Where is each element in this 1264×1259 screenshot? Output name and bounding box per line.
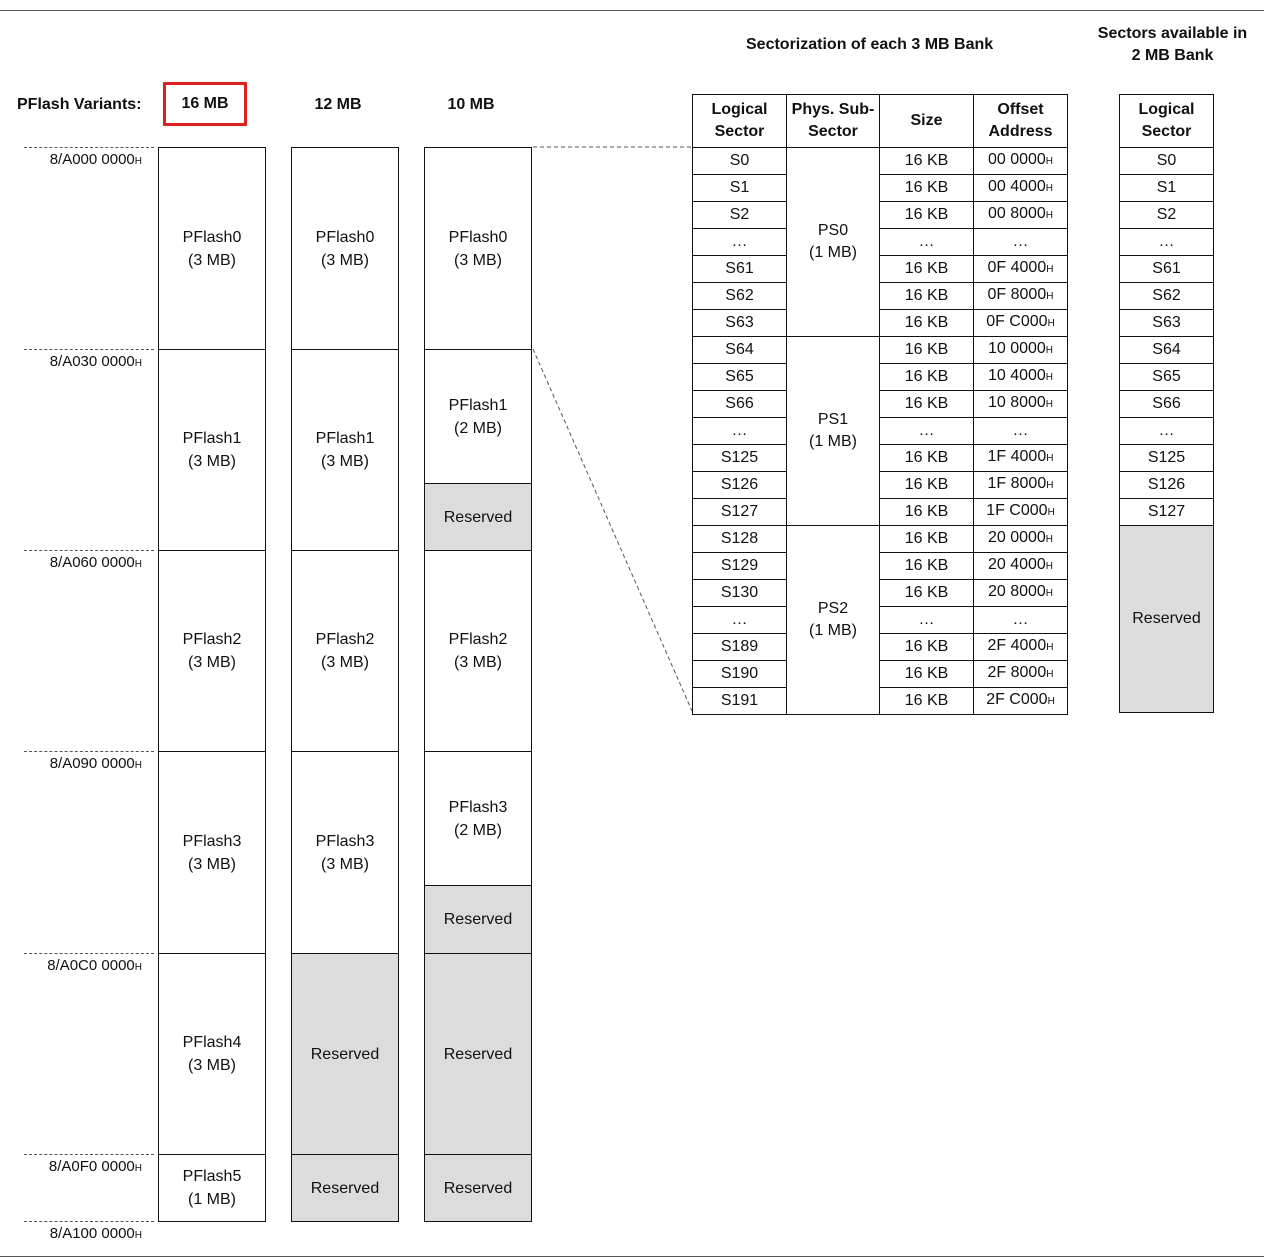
logical-sector-cell: S126 xyxy=(1120,472,1214,499)
offset-cell: 10 4000H xyxy=(974,364,1068,391)
logical-sector-cell: S66 xyxy=(693,391,787,418)
offset-cell: 2F C000H xyxy=(974,688,1068,715)
table-row xyxy=(1120,283,1214,310)
table-row xyxy=(693,526,1068,553)
pflash-block: PFlash4 (3 MB) xyxy=(158,953,266,1155)
offset-cell: 0F 4000H xyxy=(974,256,1068,283)
table-row xyxy=(1120,472,1214,499)
header-size: Size xyxy=(880,95,974,148)
offset-cell: 10 0000H xyxy=(974,337,1068,364)
table-row xyxy=(1120,148,1214,175)
offset-cell: 1F 4000H xyxy=(974,445,1068,472)
address-label: 8/A030 0000H xyxy=(49,353,142,370)
size-cell: 16 KB xyxy=(880,499,974,526)
pflash-block: PFlash0 (3 MB) xyxy=(291,147,399,350)
table-row xyxy=(1120,202,1214,229)
logical-sector-cell: S190 xyxy=(693,661,787,688)
variants-label: PFlash Variants: xyxy=(17,96,142,113)
table-row xyxy=(693,472,1068,499)
pflash-block: PFlash3 (3 MB) xyxy=(158,751,266,954)
sectorization-table xyxy=(692,94,1068,715)
logical-sector-cell: S129 xyxy=(693,553,787,580)
logical-sector-cell: … xyxy=(693,607,787,634)
table-row xyxy=(693,364,1068,391)
logical-sector-cell: S65 xyxy=(693,364,787,391)
size-cell: … xyxy=(880,418,974,445)
logical-sector-cell: S189 xyxy=(693,634,787,661)
size-cell: … xyxy=(880,229,974,256)
header-2mb-logical-sector: Logical Sector xyxy=(1120,95,1214,148)
size-cell: 16 KB xyxy=(880,445,974,472)
variant-16mb-highlight[interactable]: 16 MB xyxy=(163,82,247,126)
pflash-block: PFlash1 (3 MB) xyxy=(291,349,399,551)
logical-sector-cell: S64 xyxy=(693,337,787,364)
logical-sector-cell: S63 xyxy=(1120,310,1214,337)
logical-sector-cell: S62 xyxy=(693,283,787,310)
pflash-block: PFlash3 (2 MB) xyxy=(424,751,532,886)
table-row xyxy=(693,256,1068,283)
pflash-block: PFlash1 (2 MB) xyxy=(424,349,532,484)
offset-cell: … xyxy=(974,607,1068,634)
table-row xyxy=(693,499,1068,526)
offset-cell: 2F 8000H xyxy=(974,661,1068,688)
table-row xyxy=(693,202,1068,229)
table-row xyxy=(693,175,1068,202)
table-row xyxy=(693,418,1068,445)
offset-cell: 0F C000H xyxy=(974,310,1068,337)
reserved-block: Reserved xyxy=(424,1154,532,1222)
offset-cell: … xyxy=(974,418,1068,445)
size-cell: 16 KB xyxy=(880,391,974,418)
logical-sector-cell: S127 xyxy=(693,499,787,526)
logical-sector-cell: S128 xyxy=(693,526,787,553)
address-label: 8/A100 0000H xyxy=(49,1225,142,1242)
logical-sector-cell: S64 xyxy=(1120,337,1214,364)
size-cell: 16 KB xyxy=(880,337,974,364)
table-row xyxy=(1120,337,1214,364)
size-cell: 16 KB xyxy=(880,283,974,310)
pflash-block: PFlash1 (3 MB) xyxy=(158,349,266,551)
logical-sector-cell: … xyxy=(693,418,787,445)
pflash-block: PFlash2 (3 MB) xyxy=(424,550,532,752)
table-row xyxy=(1120,499,1214,526)
logical-sector-cell: S125 xyxy=(1120,445,1214,472)
size-cell: 16 KB xyxy=(880,148,974,175)
size-cell: 16 KB xyxy=(880,553,974,580)
pflash-block: PFlash3 (3 MB) xyxy=(291,751,399,954)
header-phys-sub-sector: Phys. Sub- Sector xyxy=(787,95,880,148)
offset-cell: 2F 4000H xyxy=(974,634,1068,661)
table-row xyxy=(693,445,1068,472)
address-label: 8/A0C0 0000H xyxy=(47,957,142,974)
size-cell: … xyxy=(880,607,974,634)
size-cell: 16 KB xyxy=(880,634,974,661)
size-cell: 16 KB xyxy=(880,526,974,553)
size-cell: 16 KB xyxy=(880,310,974,337)
variant-10mb-label: 10 MB xyxy=(447,96,495,113)
size-cell: 16 KB xyxy=(880,175,974,202)
logical-sector-cell: S125 xyxy=(693,445,787,472)
logical-sector-cell: S61 xyxy=(1120,256,1214,283)
table-row xyxy=(1120,175,1214,202)
size-cell: 16 KB xyxy=(880,202,974,229)
logical-sector-cell: S2 xyxy=(1120,202,1214,229)
phys-sub-sector-cell: PS1 (1 MB) xyxy=(787,337,880,526)
logical-sector-cell: … xyxy=(693,229,787,256)
logical-sector-cell: S62 xyxy=(1120,283,1214,310)
size-cell: 16 KB xyxy=(880,472,974,499)
offset-cell: 00 4000H xyxy=(974,175,1068,202)
offset-cell: 20 4000H xyxy=(974,553,1068,580)
table-row xyxy=(693,661,1068,688)
table-row xyxy=(1120,364,1214,391)
header-logical-sector: Logical Sector xyxy=(693,95,787,148)
table-row xyxy=(1120,310,1214,337)
table-row xyxy=(693,283,1068,310)
table-row xyxy=(1120,445,1214,472)
offset-cell: 20 8000H xyxy=(974,580,1068,607)
logical-sector-cell: S130 xyxy=(693,580,787,607)
logical-sector-cell: … xyxy=(1120,229,1214,256)
variant-12mb-label: 12 MB xyxy=(314,96,362,113)
reserved-block: Reserved xyxy=(291,1154,399,1222)
table-row xyxy=(1120,418,1214,445)
table-row xyxy=(693,634,1068,661)
logical-sector-cell: S126 xyxy=(693,472,787,499)
offset-cell: 1F C000H xyxy=(974,499,1068,526)
sectors-available-heading-line1: Sectors available in xyxy=(1097,25,1248,42)
table-row xyxy=(693,391,1068,418)
logical-sector-cell: S1 xyxy=(693,175,787,202)
reserved-cell: Reserved xyxy=(1120,526,1214,713)
header-offset-address: Offset Address xyxy=(974,95,1068,148)
table-row xyxy=(693,580,1068,607)
size-cell: 16 KB xyxy=(880,256,974,283)
logical-sector-cell: S2 xyxy=(693,202,787,229)
pflash-block: PFlash0 (3 MB) xyxy=(424,147,532,350)
pflash-block: PFlash2 (3 MB) xyxy=(158,550,266,752)
logical-sector-cell: S61 xyxy=(693,256,787,283)
logical-sector-cell: S65 xyxy=(1120,364,1214,391)
logical-sector-cell: S1 xyxy=(1120,175,1214,202)
sectors-2mb-table xyxy=(1119,94,1214,713)
table-row xyxy=(693,553,1068,580)
offset-cell: 00 8000H xyxy=(974,202,1068,229)
table-row xyxy=(693,148,1068,175)
address-label: 8/A060 0000H xyxy=(49,554,142,571)
logical-sector-cell: S127 xyxy=(1120,499,1214,526)
table-row xyxy=(693,688,1068,715)
logical-sector-cell: S66 xyxy=(1120,391,1214,418)
pflash-block: PFlash2 (3 MB) xyxy=(291,550,399,752)
table-row xyxy=(693,310,1068,337)
logical-sector-cell: S191 xyxy=(693,688,787,715)
table-row xyxy=(693,229,1068,256)
logical-sector-cell: S0 xyxy=(693,148,787,175)
size-cell: 16 KB xyxy=(880,661,974,688)
reserved-block: Reserved xyxy=(291,953,399,1155)
address-label: 8/A0F0 0000H xyxy=(48,1158,142,1175)
size-cell: 16 KB xyxy=(880,364,974,391)
address-label: 8/A090 0000H xyxy=(49,755,142,772)
offset-cell: 10 8000H xyxy=(974,391,1068,418)
table-row xyxy=(693,607,1068,634)
logical-sector-cell: … xyxy=(1120,418,1214,445)
table-row xyxy=(1120,391,1214,418)
logical-sector-cell: S63 xyxy=(693,310,787,337)
reserved-block: Reserved xyxy=(424,885,532,954)
size-cell: 16 KB xyxy=(880,688,974,715)
address-label: 8/A000 0000H xyxy=(49,151,142,168)
offset-cell: 00 0000H xyxy=(974,148,1068,175)
size-cell: 16 KB xyxy=(880,580,974,607)
sectors-available-heading-line2: 2 MB Bank xyxy=(1131,47,1214,64)
reserved-block: Reserved xyxy=(424,483,532,551)
table-row xyxy=(693,337,1068,364)
table-row xyxy=(1120,256,1214,283)
offset-cell: 0F 8000H xyxy=(974,283,1068,310)
offset-cell: 20 0000H xyxy=(974,526,1068,553)
guide-line-bottom xyxy=(533,349,692,711)
phys-sub-sector-cell: PS2 (1 MB) xyxy=(787,526,880,715)
sectorization-heading: Sectorization of each 3 MB Bank xyxy=(746,36,994,53)
table-row xyxy=(1120,229,1214,256)
logical-sector-cell: S0 xyxy=(1120,148,1214,175)
phys-sub-sector-cell: PS0 (1 MB) xyxy=(787,148,880,337)
reserved-block: Reserved xyxy=(424,953,532,1155)
pflash-block: PFlash5 (1 MB) xyxy=(158,1154,266,1222)
offset-cell: 1F 8000H xyxy=(974,472,1068,499)
offset-cell: … xyxy=(974,229,1068,256)
pflash-block: PFlash0 (3 MB) xyxy=(158,147,266,350)
